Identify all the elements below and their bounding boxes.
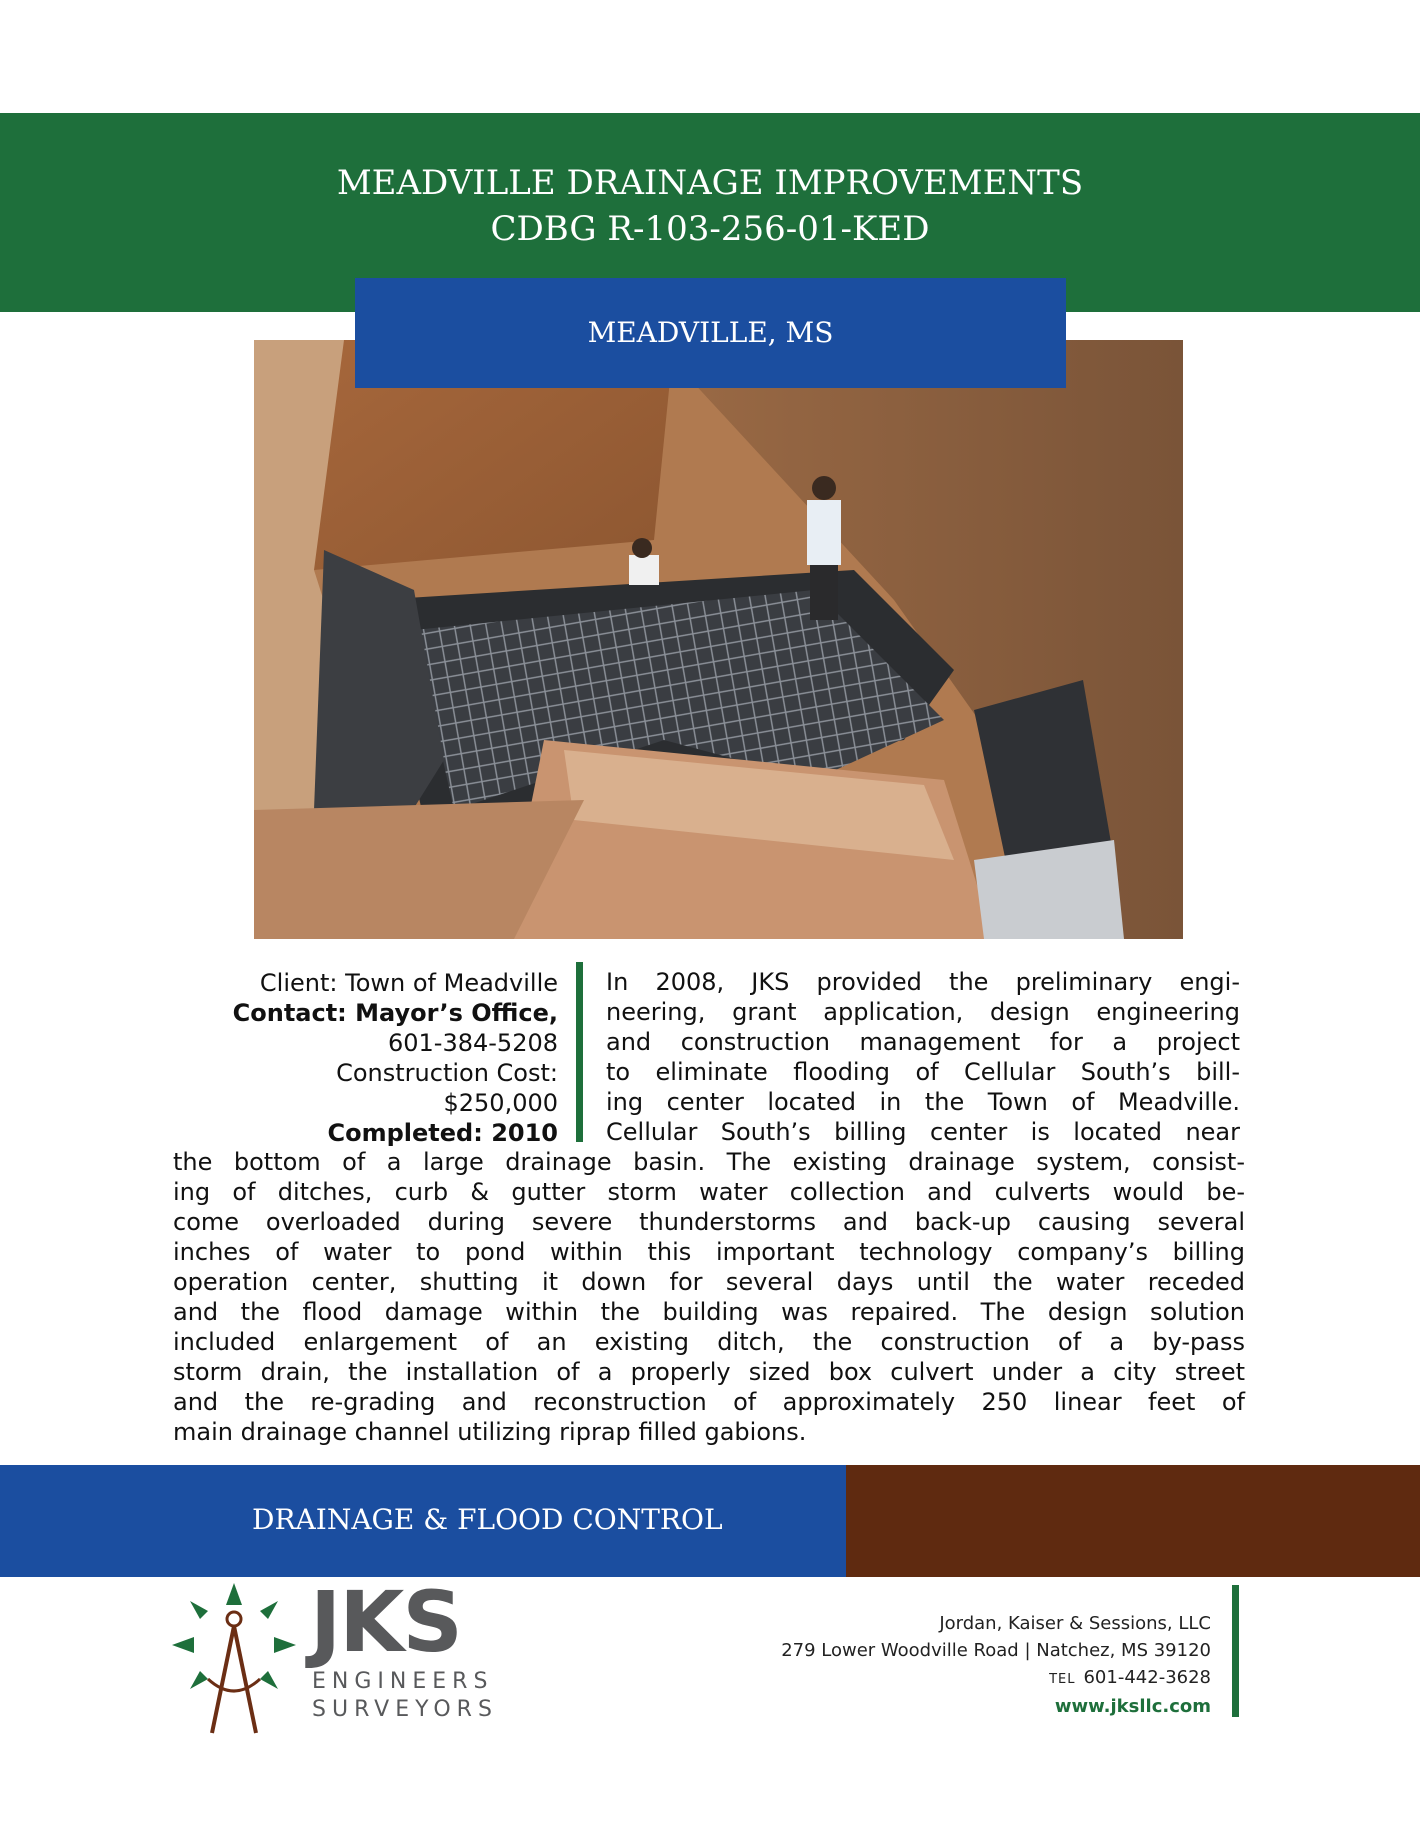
description-line: Cellular South’s billing center is located near [606, 1118, 1240, 1146]
company-name: Jordan, Kaiser & Sessions, LLC [939, 1613, 1211, 1634]
tel-number: 601-442-3628 [1083, 1667, 1211, 1688]
page-title [0, 160, 1420, 252]
description-line: neering, grant application, design engineering [606, 998, 1240, 1026]
contact-label: Contact: Mayor’s Office, [232, 999, 558, 1027]
compass-logo-icon [172, 1583, 296, 1743]
completed-line: Completed: 2010 [327, 1119, 558, 1147]
description-line: storm drain, the installation of a properly sized box culvert under a city street [173, 1358, 1245, 1386]
description-line: In 2008, JKS provided the preliminary engi- [606, 968, 1240, 996]
logo-wordmark: JKS [310, 1573, 461, 1671]
description-bottom [173, 1147, 1245, 1447]
tel-label: TEL [1049, 1672, 1076, 1687]
description-line: come overloaded during severe thunderstorms and back-up causing several [173, 1208, 1245, 1236]
contact-phone: 601-384-5208 [387, 1029, 558, 1057]
logo-subtitle-surveyors: SURVEYORS [312, 1697, 498, 1722]
logo-subtitle-engineers: ENGINEERS [312, 1669, 494, 1694]
company-address: 279 Lower Woodville Road | Natchez, MS 39120 [781, 1640, 1211, 1661]
logo-subtitle [312, 1668, 498, 1724]
cost-value: $250,000 [443, 1089, 558, 1117]
accent-band [846, 1465, 1420, 1577]
description-line: and the flood damage within the building was repaired. The design solution [173, 1298, 1245, 1326]
construction-site-photo [254, 340, 1183, 939]
company-phone [700, 1664, 1211, 1693]
category-label: DRAINAGE & FLOOD CONTROL [252, 1503, 723, 1536]
description-line: the bottom of a large drainage basin. The existing drainage system, consist- [173, 1148, 1245, 1176]
description-line: to eliminate flooding of Cellular South’s bill- [606, 1058, 1240, 1086]
title-line-2: CDBG R-103-256-01-KED [490, 209, 930, 249]
company-contact [700, 1610, 1211, 1720]
description-line: and the re-grading and reconstruction of approximately 250 linear feet of [173, 1388, 1245, 1416]
website-link[interactable]: www.jksllc.com [1054, 1696, 1211, 1717]
description-line: inches of water to pond within this important technology company’s billing [173, 1238, 1245, 1266]
description-line: main drainage channel utilizing riprap filled gabions. [173, 1418, 807, 1446]
info-divider [576, 962, 583, 1142]
location-label: MEADVILLE, MS [587, 316, 834, 349]
project-info [180, 968, 558, 1148]
description-line: ing center located in the Town of Meadville. [606, 1088, 1240, 1116]
description-top [606, 967, 1240, 1147]
location-banner [355, 278, 1066, 388]
contact-divider [1232, 1585, 1239, 1717]
title-line-1: MEADVILLE DRAINAGE IMPROVEMENTS [336, 163, 1084, 203]
description-line: ing of ditches, curb & gutter storm water collection and culverts would be- [173, 1178, 1245, 1206]
description-line: included enlargement of an existing ditch, the construction of a by-pass [173, 1328, 1245, 1356]
description-line: and construction management for a project [606, 1028, 1240, 1056]
description-line: operation center, shutting it down for several days until the water receded [173, 1268, 1245, 1296]
cost-label: Construction Cost: [336, 1059, 558, 1087]
client-line: Client: Town of Meadville [259, 969, 558, 997]
